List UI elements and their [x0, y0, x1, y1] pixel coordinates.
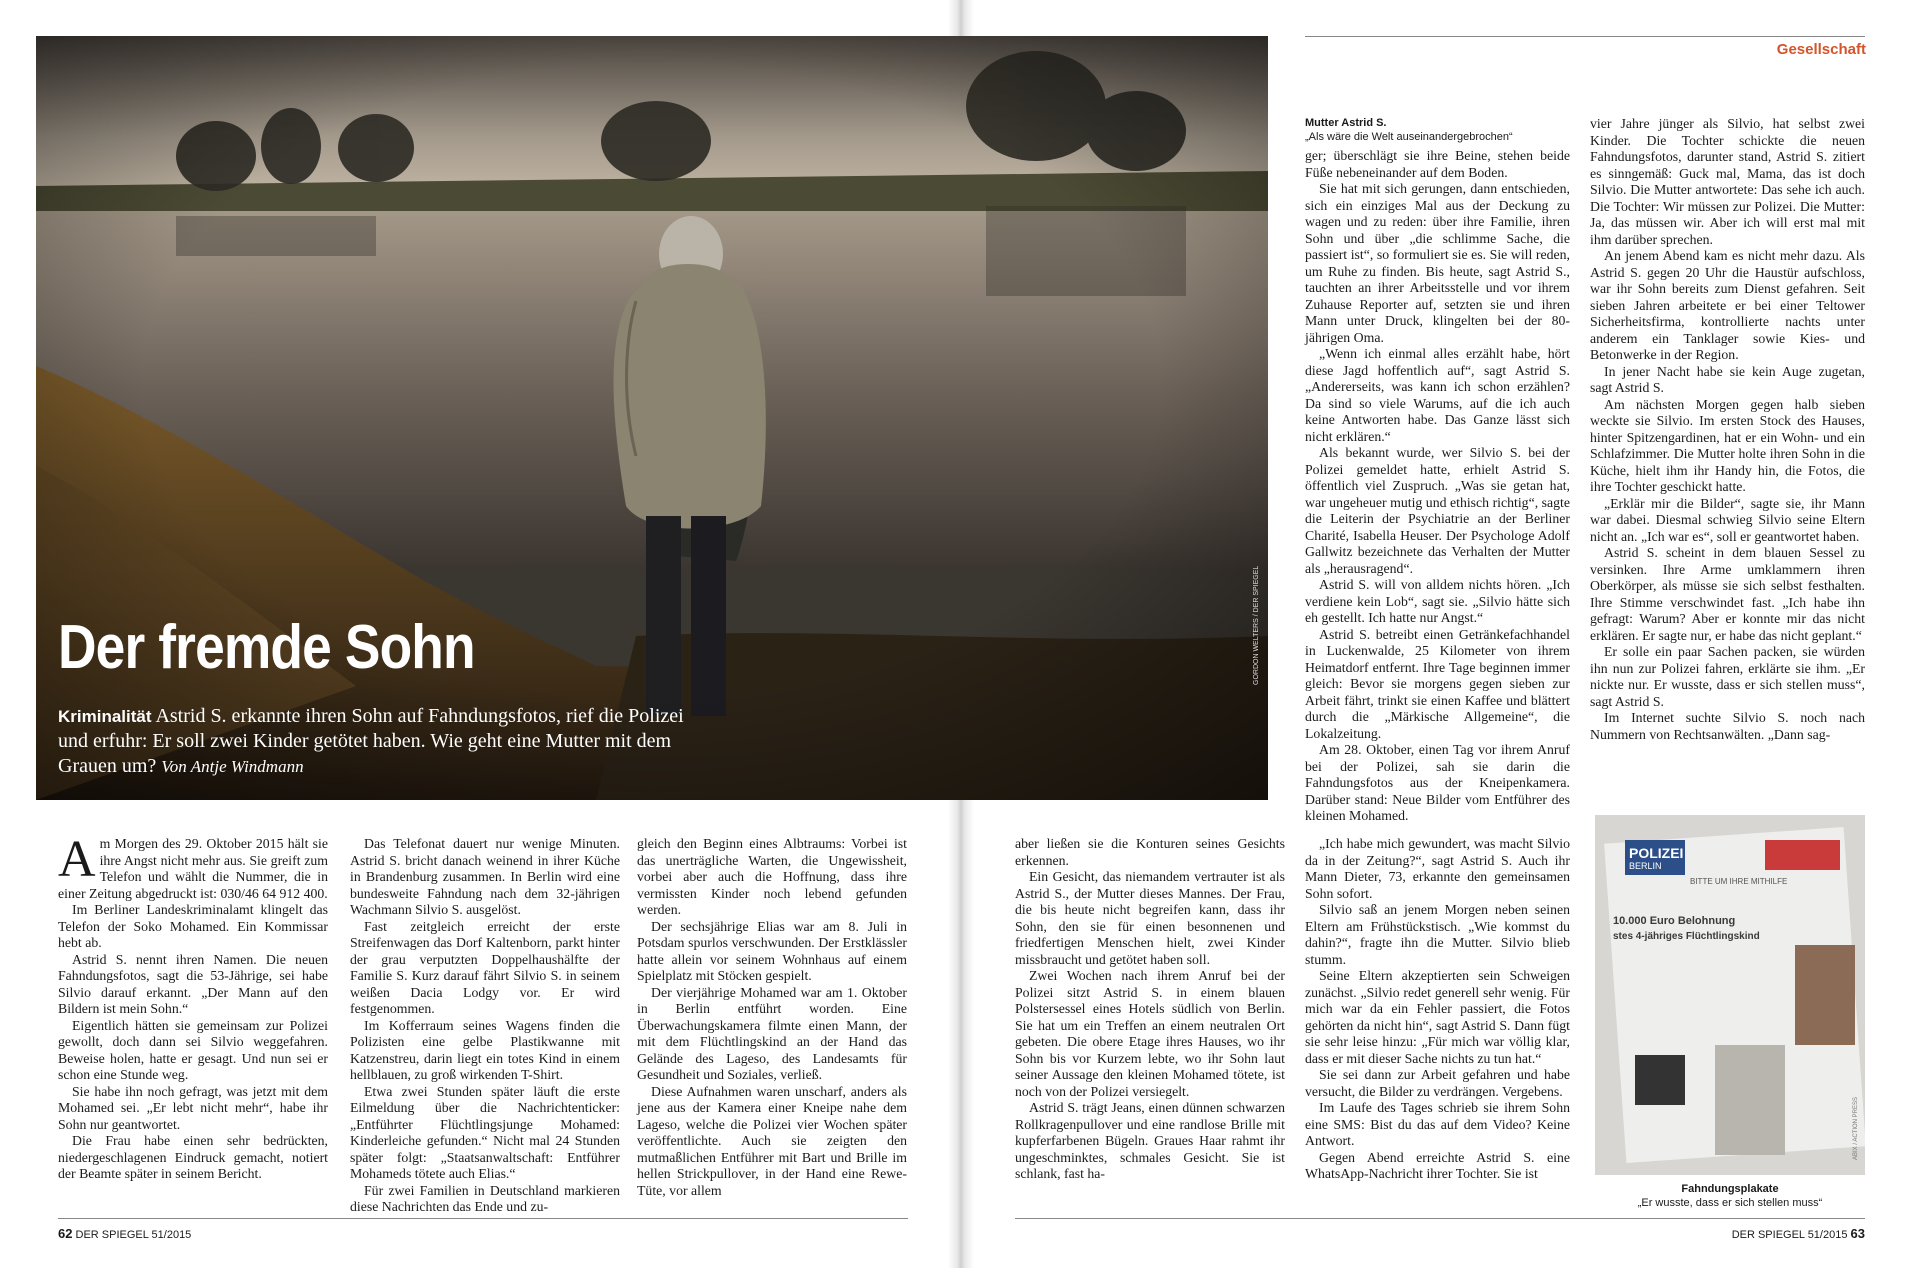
paragraph: An jenem Abend kam es nicht mehr dazu. Als Astrid S. gegen 20 Uhr die Haustür aufschloss, war ihr Sohn bereits zum Dienst gefahren. Seit sieben Jahren arbeitete er bei einer Teltower Sicherheitsfirma, kontrollierte nachts unter anderem ein Tanklager sowie Kies- und Betonwerke in der Region.	[1590, 248, 1865, 362]
photo-caption	[1305, 116, 1570, 144]
kicker: Kriminalität	[58, 707, 152, 726]
poster-subtitle: BERLIN	[1629, 861, 1662, 871]
headline: Der fremde Sohn	[58, 613, 475, 682]
paragraph: Im Kofferraum seines Wagens finden die Polizisten eine gelbe Plastikwanne mit Katzenstreu, darin liegt ein totes Kind in einem hellblauen, zu groß wirkenden T-Shirt.	[350, 1017, 620, 1082]
poster-photo	[1595, 815, 1865, 1175]
paragraph: Sie hat mit sich gerungen, dann entschieden, sich ein einziges Mal aus der Deckung zu wagen und zu reden: über ihre Familie, ihren Sohn und über „die schlimme Sache, die passiert ist“, so formuliert sie es. Sie will reden, um Ruhe zu finden. Bis heute, sagt Astrid S., tauchten an ihrer Arbeitsstelle und vor ihrem Zuhause Reporter auf, setzten sie und ihren Mann unter Druck, klingelten bei der 80-jährigen Oma.	[1305, 181, 1570, 345]
paragraph: Astrid S. trägt Jeans, einen dünnen schwarzen Rollkragenpullover und eine randlose Brille mit kupferfarbenen Bügeln. Graues Haar rahmt ihr ungeschminktes, schmales Gesicht. Sie ist schlank, fast ha-	[1015, 1100, 1285, 1181]
paragraph: Zwei Wochen nach ihrem Anruf bei der Polizei sitzt Astrid S. in einem blauen Polstersessel eines Hotels südlich von Berlin. Sie hat um ein Treffen an einem neutralen Ort gebeten. Die obere Etage ihres Hauses, wo ihr Sohn bis vor Kurzem lebte, wo ihr Sohn laut seiner Aussage den kleinen Mohamed tötete, ist noch von der Polizei versiegelt.	[1015, 968, 1285, 1099]
paragraph: Der sechsjährige Elias war am 8. Juli in Potsdam spurlos verschwunden. Der Erstklässler hatte allein vor seinem Wohnhaus auf einem Spielplatz mit Stöcken gespielt.	[637, 918, 907, 983]
paragraph: gleich den Beginn eines Albtraums: Vorbei ist das unerträgliche Warten, die Ungewissheit, vorbei aber auch die Hoffnung, dass ihre vermissten Kinder noch lebend gefunden werden.	[637, 836, 907, 917]
paragraph: „Wenn ich einmal alles erzählt habe, hört diese Jagd hoffentlich auf“, sagt Astrid S. „Andererseits, was kann ich schon erzählen? Da sind so viele Warums, auf die ich auch keine Antworten habe. Das Ganze lässt sich nicht erklären.“	[1305, 346, 1570, 444]
paragraph: aber ließen sie die Konturen seines Gesichts erkennen.	[1015, 836, 1285, 868]
paragraph: Astrid S. nennt ihren Namen. Die neuen Fahndungsfotos, sagt die 53-Jährige, sei habe Silvio darauf erkannt. „Der Mann auf den Bildern ist mein Sohn.“	[58, 951, 328, 1016]
paragraph: Sie habe ihn noch gefragt, was jetzt mit dem Mohamed sei. „Er lebt nicht mehr“, habe ihr Sohn nur geantwortet.	[58, 1083, 328, 1132]
footer-rule-left	[58, 1218, 908, 1219]
caption-quote: „Als wäre die Welt auseinandergebrochen“	[1305, 131, 1513, 143]
paragraph: Das Telefonat dauert nur wenige Minuten. Astrid S. bricht danach weinend in ihrer Küche in Brandenburg zusammen. In Berlin wird eine bundesweite Fahndung nach dem 32-jährigen Wachmann Silvio S. ausgelöst.	[350, 836, 620, 917]
paragraph: Als bekannt wurde, wer Silvio S. bei der Polizei gemeldet hatte, erhielt Astrid S. öffentlich viel Zuspruch. „Was sie getan hat, war ungeheuer mutig und ethisch richtig“, sagte die Leiterin der Psychiatrie an der Berliner Charité, Isabella Heuser. Der Psychologe Adolf Gallwitz bezeichnete das Verhalten der Mutter als „herausragend“.	[1305, 445, 1570, 576]
inset-caption	[1595, 1182, 1865, 1210]
poster-line: stes 4-jähriges Flüchtlingskind	[1613, 931, 1760, 942]
paragraph: Sie sei dann zur Arbeit gefahren und habe versucht, die Bilder zu verdrängen. Vergebens.	[1305, 1067, 1570, 1099]
poster-title: POLIZEI	[1629, 845, 1684, 861]
paragraph: Astrid S. will von alldem nichts hören. „Ich verdiene kein Lob“, sagt sie. „Silvio hätte sich eh gestellt. Ich hatte nur Angst.“	[1305, 577, 1570, 625]
column-4b	[1305, 836, 1570, 1183]
page-number-right: 63	[1850, 1226, 1865, 1241]
byline: Von Antje Windmann	[161, 757, 304, 776]
folio-right	[1732, 1226, 1865, 1241]
dek-text: Astrid S. erkannte ihren Sohn auf Fahndungsfotos, rief die Polizei und erfuhr: Er soll zwei Kinder getötet haben. Wie geht eine Mutter mit dem Grauen um?	[58, 705, 684, 777]
paragraph: Eigentlich hätten sie gemeinsam zur Polizei gewollt, doch dann sei Silvio weggefahren. Beweise holen, hatte er gesagt. Und nun sei er schon eine Stunde weg.	[58, 1017, 328, 1082]
column-3	[637, 836, 907, 1199]
paragraph: Ein Gesicht, das niemandem vertrauter ist als Astrid S., der Mutter dieses Mannes. Der Frau, die bis heute nicht begreifen kann, dass ihr Sohn, den sie für einen besonnenen und friedfertigen Menschen hielt, zwei Kinder missbraucht und getötet haben soll.	[1015, 869, 1285, 967]
dek	[58, 704, 698, 779]
paragraph: Fast zeitgleich erreicht der erste Streifenwagen das Dorf Kaltenborn, parkt hinter der grau verputzten Doppelhaushälfte der Familie S. Kurz darauf fährt Silvio S. in seinem weißen Dacia Lodgy vor. Er wird festgenommen.	[350, 918, 620, 1016]
paragraph: Er solle ein paar Sachen packen, sie würden ihn nun zur Polizei fahren, erklärte sie ihm. „Er nickte nur. Er wusste, dass er sich stellen muss“, sagt Astrid S.	[1590, 644, 1865, 709]
paragraph: Astrid S. betreibt einen Getränkefachhandel in Luckenwalde, 25 Kilometer von ihrem Heimatdorf entfernt. Ihre Tage beginnen immer gleich: Bevor sie morgens gegen sieben zur Arbeit fährt, trinkt sie einen Kaffee und blättert durch die „Märkische Allgemeine“, die Lokalzeitung.	[1305, 626, 1570, 741]
paragraph: Etwa zwei Stunden später läuft die erste Eilmeldung über die Nachrichtenticker: „Entführter Flüchtlingsjunge Mohamed: Kinderleiche gefunden.“ Nicht mal 24 Stunden später folgt: „Staatsanwaltschaft: Entführer Mohameds tötete auch Elias.“	[350, 1083, 620, 1181]
paragraph: Am nächsten Morgen gegen halb sieben weckte sie Silvio. Im ersten Stock des Hauses, hinter Spitzengardinen, hat er ein Wohn- und ein Schlafzimmer. Die Mutter holte ihren Sohn in die Küche, hielt ihm ihr Handy hin, die Fotos, die ihre Tochter geschickt hatte.	[1590, 396, 1865, 494]
section-label: Gesellschaft	[1776, 41, 1866, 58]
caption-title: Mutter Astrid S.	[1305, 117, 1387, 129]
folio-left	[58, 1226, 191, 1241]
paragraph: vier Jahre jünger als Silvio, hat selbst zwei Kinder. Die Tochter schickte die neuen Fahndungsfotos, darunter stand, Astrid S. zitiert es sinngemäß: Guck mal, Mama, das ist doch Silvio. Die Mutter antwortete: Das sehe ich auch. Die Tochter: Wir müssen zur Polizei. Die Mutter: Ja, das müssen wir. Aber ich will erst mal mit ihm darüber sprechen.	[1590, 116, 1865, 247]
paragraph: Im Laufe des Tages schrieb sie ihrem Sohn eine SMS: Bist du das auf dem Video? Keine Antwort.	[1305, 1100, 1570, 1148]
poster-help: BITTE UM IHRE MITHILFE	[1690, 877, 1788, 886]
paragraph: In jener Nacht habe sie kein Auge zugetan, sagt Astrid S.	[1590, 363, 1865, 395]
page-number-left: 62	[58, 1226, 73, 1241]
paragraph: m Morgen des 29. Oktober 2015 hält sie ihre Angst nicht mehr aus. Sie greift zum Telefon und wählt die Nummer, die in einer Zeitung abgedruckt ist: 030/46 64 912 400.	[58, 836, 328, 901]
paragraph: „Ich habe mich gewundert, was macht Silvio da in der Zeitung?“, sagt Astrid S. Auch ihr Mann Dieter, 73, erkannte den gemeinsamen Sohn sofort.	[1305, 836, 1570, 901]
paragraph: Am 28. Oktober, einen Tag vor ihrem Anruf bei der Polizei, sah sie darin die Fahndungsfotos aus der Kneipenkamera. Darüber stand: Neue Bilder vom Entführer des kleinen Mohamed.	[1305, 742, 1570, 823]
paragraph: Im Berliner Landeskriminalamt klingelt das Telefon der Soko Mohamed. Ein Kommissar hebt ab.	[58, 902, 328, 950]
paragraph: „Erklär mir die Bilder“, sagte sie, ihr Mann war dabei. Diesmal schwieg Silvio seine Eltern nicht an. „Ich war es“, soll er geantwortet haben.	[1590, 495, 1865, 544]
column-2	[350, 836, 620, 1216]
column-5	[1590, 116, 1865, 743]
header-rule	[1305, 36, 1865, 37]
paragraph: Die Frau habe einen sehr bedrückten, niedergeschlagenen Eindruck gemacht, notiert der Beamte später in seinem Bericht.	[58, 1133, 328, 1181]
drop-cap: A	[58, 831, 96, 888]
paragraph: Der vierjährige Mohamed war am 1. Oktober in Berlin entführt worden. Eine Überwachungskamera filmte einen Mann, der mit dem Flüchtlingskind an der Hand das Gelände des Lageso, des Landesamts für Gesundheit und Soziales, verließ.	[637, 984, 907, 1082]
paragraph: Diese Aufnahmen waren unscharf, anders als jene aus der Kamera einer Kneipe nahe dem Lageso, welche die Polizei vier Wochen später veröffentlichte. Auch sie zeigten den mutmaßlichen Entführer mit Bart und Brille im hellen Strickpullover, in der Hand eine Rewe-Tüte, vor allem	[637, 1083, 907, 1198]
inset-caption-quote: „Er wusste, dass er sich stellen muss“	[1637, 1197, 1823, 1209]
lead-photo	[36, 36, 1268, 800]
photo-credit: GORDON WELTERS / DER SPIEGEL	[1253, 565, 1260, 685]
column-4	[1305, 148, 1570, 825]
footer-rule-right	[1015, 1218, 1865, 1219]
inset-caption-title: Fahndungsplakate	[1681, 1183, 1779, 1195]
paragraph: Seine Eltern akzeptierten sein Schweigen zunächst. „Silvio redet generell sehr wenig. Für mich war da ein Fehler passiert, die Fotos gehörten da nicht hin“, sagt Astrid S. Dann fügt sie sehr leise hinzu: „Für mich war völlig klar, dass er mit dieser Sache nichts zu tun hat.“	[1305, 968, 1570, 1066]
paragraph: Gegen Abend erreichte Astrid S. eine WhatsApp-Nachricht ihrer Tochter. Sie ist	[1305, 1149, 1570, 1181]
paragraph: ger; überschlägt sie ihre Beine, stehen beide Füße nebeneinander auf dem Boden.	[1305, 148, 1570, 180]
paragraph: Astrid S. scheint in dem blauen Sessel zu versinken. Ihre Arme umklammern ihren Oberkörper, als müsse sie sich selbst festhalten. Ihre Stimme verschwindet fast. „Ich habe ihn gefragt: Warum? Aber er konnte mir das nicht erklären. Er sagte nur, er habe das nicht geplant.“	[1590, 545, 1865, 643]
poster-reward: 10.000 Euro Belohnung	[1613, 915, 1736, 927]
column-1	[58, 831, 328, 1183]
paragraph: Im Internet suchte Silvio S. noch nach Nummern von Rechtsanwälten. „Dann sag-	[1590, 710, 1865, 742]
folio-text-right: DER SPIEGEL 51/2015	[1731, 1229, 1848, 1241]
paragraph: Für zwei Familien in Deutschland markieren diese Nachrichten das Ende und zu-	[350, 1182, 620, 1214]
inset-credit: ABIX / ACTION PRESS	[1853, 1096, 1859, 1160]
column-mid	[1015, 836, 1285, 1183]
paragraph: Silvio saß an jenem Morgen neben seinen Eltern am Frühstückstisch. „Wie kommst du dahin?“, fragte ihn die Mutter. Silvio blieb stumm.	[1305, 902, 1570, 967]
folio-text-left: DER SPIEGEL 51/2015	[75, 1229, 192, 1241]
